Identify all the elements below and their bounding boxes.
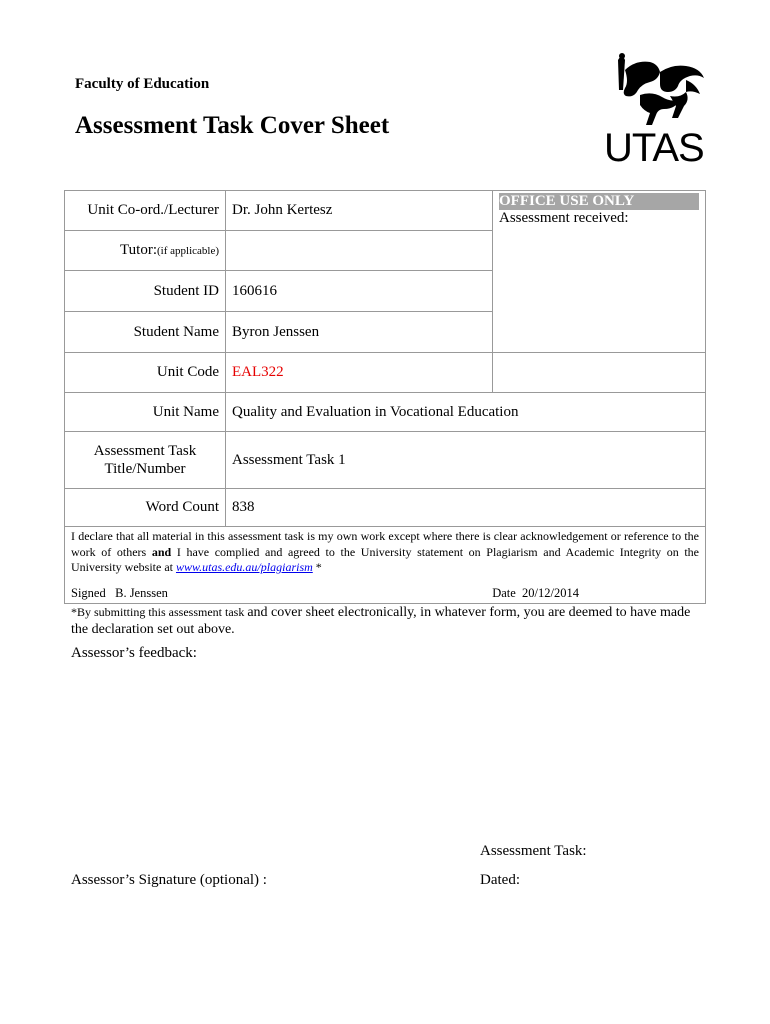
lecturer-label: Unit Co-ord./Lecturer	[65, 191, 226, 231]
unit-code-value: EAL322	[226, 353, 493, 393]
assessor-signature-label: Assessor’s Signature (optional) :	[71, 872, 267, 888]
table-row	[65, 393, 706, 432]
unit-name-value: Quality and Evaluation in Vocational Education	[226, 393, 706, 432]
office-use-cell	[493, 191, 706, 353]
cover-sheet-table	[64, 190, 706, 604]
student-id-label: Student ID	[65, 271, 226, 312]
date-field: Date 20/12/2014	[492, 585, 579, 600]
signature-row	[71, 586, 699, 602]
student-name-value: Byron Jenssen	[226, 312, 493, 353]
table-row	[65, 353, 706, 393]
student-id-value: 160616	[226, 271, 493, 312]
signed-field: Signed B. Jenssen	[71, 585, 168, 600]
office-use-heading: OFFICE USE ONLY	[499, 193, 699, 210]
tutor-label: Tutor:(if applicable)	[65, 231, 226, 271]
assessment-task-footer-label: Assessment Task:	[480, 843, 587, 859]
unit-code-label: Unit Code	[65, 353, 226, 393]
word-count-label: Word Count	[65, 489, 226, 527]
assessment-task-label: Assessment Task Title/Number	[65, 432, 226, 489]
lecturer-value: Dr. John Kertesz	[226, 191, 493, 231]
table-row	[65, 527, 706, 604]
submission-footnote: *By submitting this assessment task and cover sheet electronically, in whatever form, you are deemed to have made the declaration set out above.	[71, 605, 691, 637]
utas-logo-text: UTAS	[604, 126, 704, 170]
page-title: Assessment Task Cover Sheet	[75, 112, 390, 139]
plagiarism-link[interactable]: www.utas.edu.au/plagiarism	[175, 560, 313, 574]
unit-name-label: Unit Name	[65, 393, 226, 432]
student-name-label: Student Name	[65, 312, 226, 353]
assessor-feedback-label: Assessor’s feedback:	[71, 645, 197, 661]
table-row	[65, 489, 706, 527]
dated-label: Dated:	[480, 872, 520, 888]
word-count-value: 838	[226, 489, 706, 527]
tutor-value	[226, 231, 493, 271]
assessment-received-label: Assessment received:	[499, 210, 629, 226]
declaration: I declare that all material in this assessment task is my own work except where there is clear acknowledgement or reference to the work of others and I have complied and agreed to the University statement on Plagiarism and Academic Integrity on the University website at www.utas.edu.au/plagiarism * Signed B. Jenssen Date 20/12/2014	[65, 527, 706, 604]
table-row	[65, 191, 706, 231]
table-row	[65, 432, 706, 489]
office-use-empty-cell	[493, 353, 706, 393]
assessment-task-value: Assessment Task 1	[226, 432, 706, 489]
faculty-name: Faculty of Education	[75, 76, 210, 92]
